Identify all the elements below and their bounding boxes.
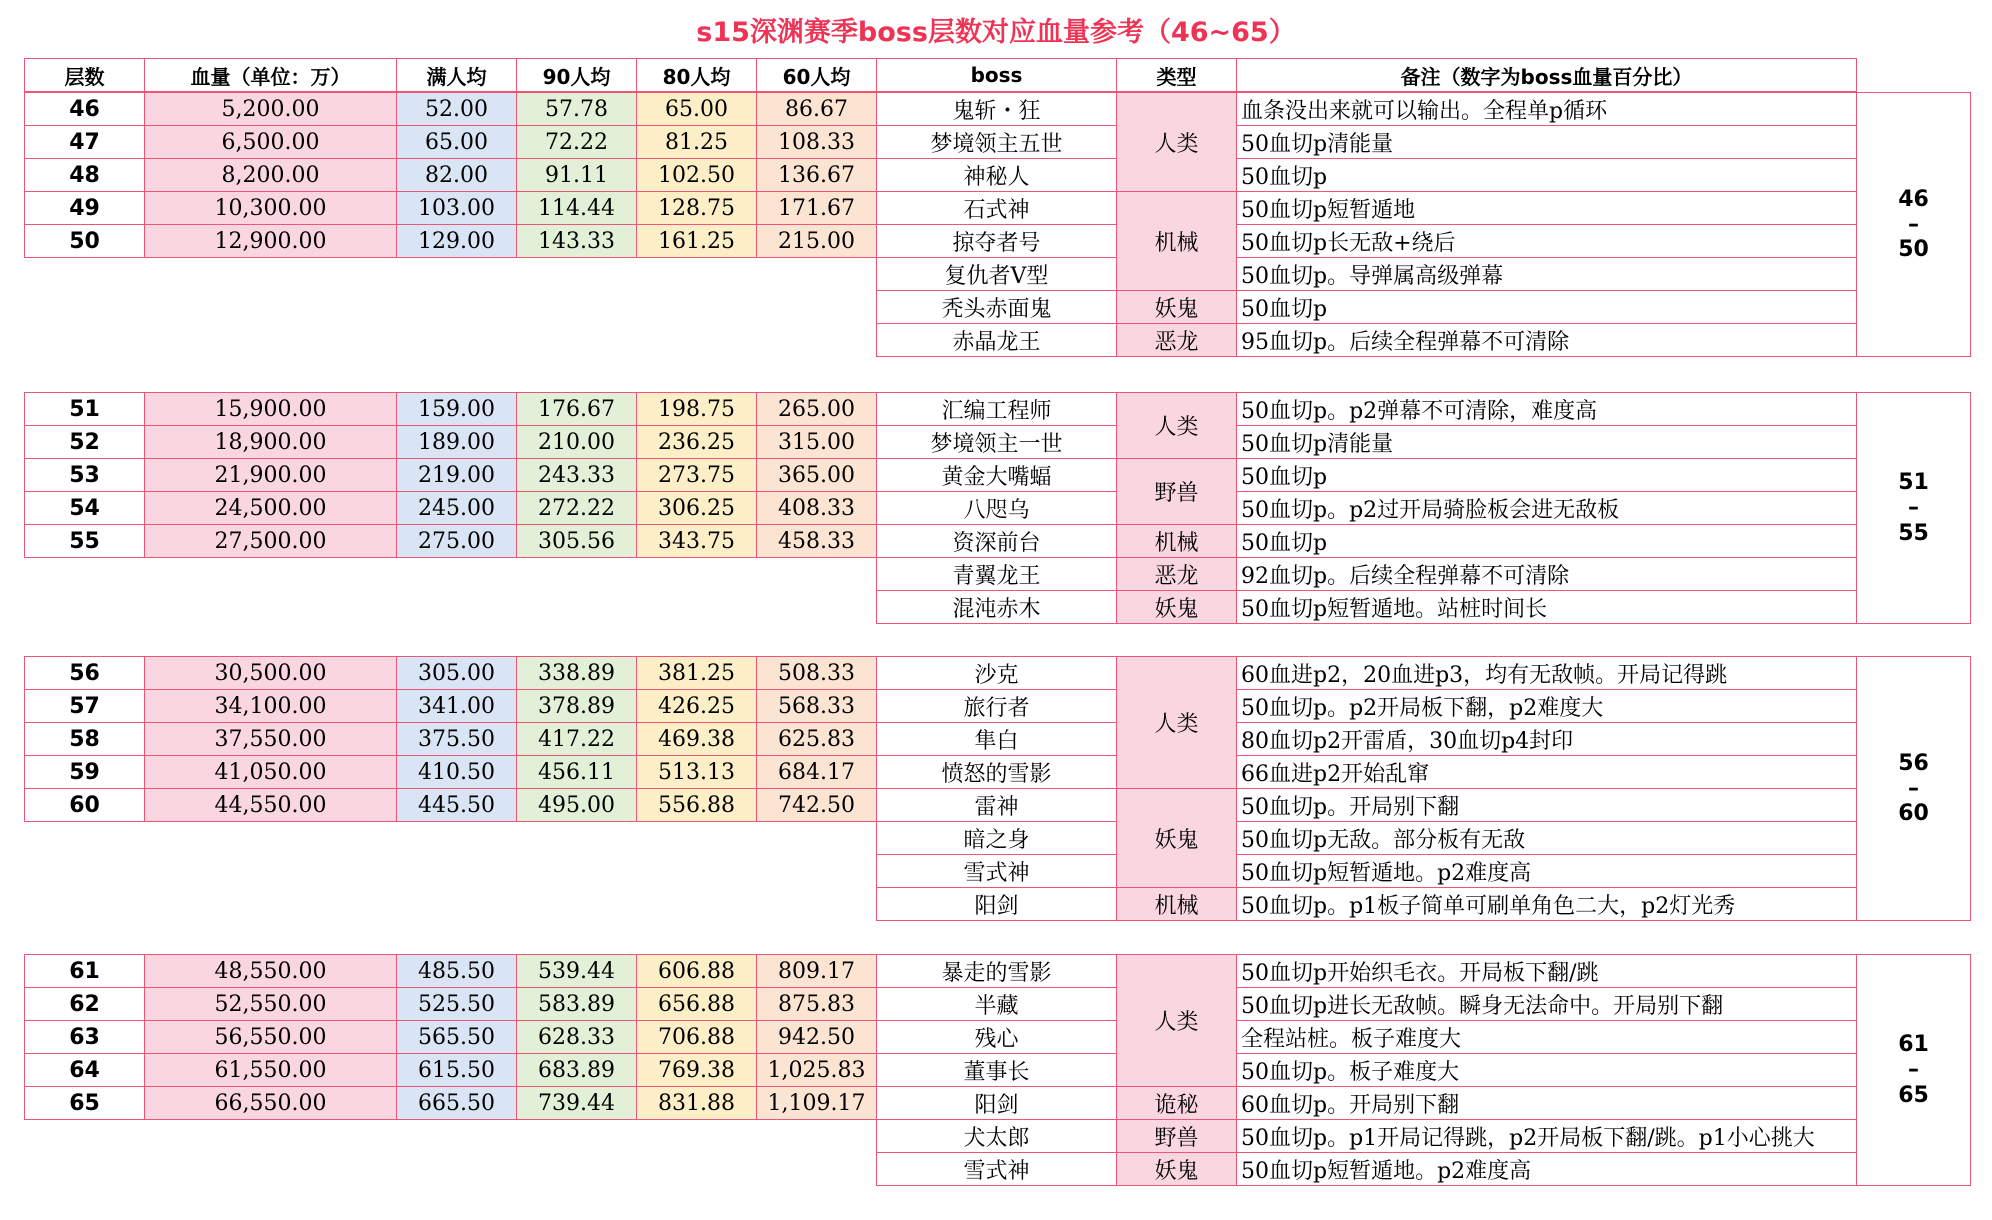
boss-type-cell: 野兽 <box>1117 1120 1237 1153</box>
group-table-3 <box>24 656 1971 921</box>
boss-name-cell: 沙克 <box>877 657 1117 690</box>
avg90-cell: 176.67 <box>517 393 637 426</box>
floor-range-part: – <box>1908 495 1919 521</box>
boss-name-cell: 赤晶龙王 <box>877 324 1117 357</box>
avg80-cell: 556.88 <box>637 789 757 822</box>
floor-range-cell <box>1857 657 1971 921</box>
full-avg-cell: 375.50 <box>397 723 517 756</box>
boss-type-cell: 妖鬼 <box>1117 789 1237 888</box>
empty-area <box>25 558 877 624</box>
hp-cell: 66,550.00 <box>145 1087 397 1120</box>
avg80-cell: 656.88 <box>637 988 757 1021</box>
hp-cell: 18,900.00 <box>145 426 397 459</box>
note-cell: 50血切p无敌。部分板有无敌 <box>1237 822 1857 855</box>
avg60-cell: 875.83 <box>757 988 877 1021</box>
boss-type-cell: 诡秘 <box>1117 1087 1237 1120</box>
boss-name-cell: 董事长 <box>877 1054 1117 1087</box>
avg90-cell: 683.89 <box>517 1054 637 1087</box>
table-row <box>25 393 1971 426</box>
table-row <box>25 1021 1971 1054</box>
floor-range-part: 65 <box>1898 1082 1929 1108</box>
floor-cell: 60 <box>25 789 145 822</box>
floor-range-part: 51 <box>1898 470 1929 496</box>
boss-type-cell: 机械 <box>1117 525 1237 558</box>
floor-cell: 53 <box>25 459 145 492</box>
floor-cell: 52 <box>25 426 145 459</box>
full-avg-cell: 103.00 <box>397 192 517 225</box>
empty-area <box>25 822 877 921</box>
page-title: s15深渊赛季boss层数对应血量参考（46~65） <box>696 17 1296 48</box>
note-cell: 50血切p。板子难度大 <box>1237 1054 1857 1087</box>
header-note: 备注（数字为boss血量百分比） <box>1237 59 1857 92</box>
note-cell: 60血切p。开局别下翻 <box>1237 1087 1857 1120</box>
boss-name-cell: 汇编工程师 <box>877 393 1117 426</box>
floor-cell: 57 <box>25 690 145 723</box>
avg60-cell: 742.50 <box>757 789 877 822</box>
hp-cell: 8,200.00 <box>145 159 397 192</box>
avg90-cell: 456.11 <box>517 756 637 789</box>
avg90-cell: 91.11 <box>517 159 637 192</box>
note-cell: 50血切p <box>1237 459 1857 492</box>
floor-range-part: 46 <box>1898 186 1929 212</box>
boss-type-cell: 恶龙 <box>1117 558 1237 591</box>
note-cell: 50血切p短暂遁地。p2难度高 <box>1237 1153 1857 1186</box>
boss-name-cell: 梦境领主五世 <box>877 126 1117 159</box>
avg60-cell: 684.17 <box>757 756 877 789</box>
note-cell: 95血切p。后续全程弹幕不可清除 <box>1237 324 1857 357</box>
table-row <box>25 657 1971 690</box>
note-cell: 50血切p。p2弹幕不可清除，难度高 <box>1237 393 1857 426</box>
note-cell: 全程站桩。板子难度大 <box>1237 1021 1857 1054</box>
avg90-cell: 417.22 <box>517 723 637 756</box>
table-row <box>25 988 1971 1021</box>
table-row <box>25 192 1971 225</box>
table-row <box>25 93 1971 126</box>
boss-type-cell: 恶龙 <box>1117 324 1237 357</box>
avg80-cell: 831.88 <box>637 1087 757 1120</box>
note-cell: 血条没出来就可以输出。全程单p循环 <box>1237 93 1857 126</box>
avg60-cell: 1,025.83 <box>757 1054 877 1087</box>
avg60-cell: 408.33 <box>757 492 877 525</box>
note-cell: 50血切p。p2开局板下翻，p2难度大 <box>1237 690 1857 723</box>
note-cell: 50血切p清能量 <box>1237 126 1857 159</box>
floor-cell: 62 <box>25 988 145 1021</box>
hp-cell: 61,550.00 <box>145 1054 397 1087</box>
full-avg-cell: 52.00 <box>397 93 517 126</box>
floor-cell: 50 <box>25 225 145 258</box>
table-row <box>25 1054 1971 1087</box>
floor-cell: 46 <box>25 93 145 126</box>
avg80-cell: 769.38 <box>637 1054 757 1087</box>
header-80: 80人均 <box>637 59 757 92</box>
floor-range-cell <box>1857 955 1971 1186</box>
floor-cell: 64 <box>25 1054 145 1087</box>
boss-name-cell: 旅行者 <box>877 690 1117 723</box>
empty-area <box>25 1120 877 1186</box>
full-avg-cell: 615.50 <box>397 1054 517 1087</box>
table-row <box>25 723 1971 756</box>
avg60-cell: 1,109.17 <box>757 1087 877 1120</box>
floor-range-part: 60 <box>1898 801 1929 827</box>
boss-name-cell: 暗之身 <box>877 822 1117 855</box>
boss-name-cell: 黄金大嘴蝠 <box>877 459 1117 492</box>
note-cell: 50血切p <box>1237 159 1857 192</box>
avg90-cell: 243.33 <box>517 459 637 492</box>
floor-cell: 48 <box>25 159 145 192</box>
floor-cell: 61 <box>25 955 145 988</box>
boss-name-cell: 梦境领主一世 <box>877 426 1117 459</box>
avg60-cell: 942.50 <box>757 1021 877 1054</box>
floor-cell: 47 <box>25 126 145 159</box>
note-cell: 50血切p。p1开局记得跳，p2开局板下翻/跳。p1小心挑大 <box>1237 1120 1857 1153</box>
full-avg-cell: 445.50 <box>397 789 517 822</box>
floor-range-part: – <box>1908 1057 1919 1083</box>
avg90-cell: 338.89 <box>517 657 637 690</box>
hp-cell: 56,550.00 <box>145 1021 397 1054</box>
hp-cell: 52,550.00 <box>145 988 397 1021</box>
header-floor: 层数 <box>25 59 145 92</box>
table-row <box>25 822 1971 855</box>
floor-range-cell <box>1857 393 1971 624</box>
header-range-blank <box>1857 59 1971 92</box>
header-60: 60人均 <box>757 59 877 92</box>
note-cell: 50血切p。导弹属高级弹幕 <box>1237 258 1857 291</box>
table-row <box>25 459 1971 492</box>
avg90-cell: 210.00 <box>517 426 637 459</box>
boss-type-cell: 机械 <box>1117 888 1237 921</box>
hp-cell: 27,500.00 <box>145 525 397 558</box>
boss-type-cell: 妖鬼 <box>1117 291 1237 324</box>
boss-name-cell: 八咫乌 <box>877 492 1117 525</box>
boss-name-cell: 鬼斩・狂 <box>877 93 1117 126</box>
header-full: 满人均 <box>397 59 517 92</box>
full-avg-cell: 82.00 <box>397 159 517 192</box>
floor-cell: 63 <box>25 1021 145 1054</box>
group-table-4 <box>24 954 1971 1186</box>
avg90-cell: 583.89 <box>517 988 637 1021</box>
hp-cell: 48,550.00 <box>145 955 397 988</box>
boss-type-cell: 人类 <box>1117 393 1237 459</box>
avg60-cell: 265.00 <box>757 393 877 426</box>
note-cell: 50血切p短暂遁地。站桩时间长 <box>1237 591 1857 624</box>
floor-range-part: 50 <box>1898 237 1929 263</box>
avg80-cell: 426.25 <box>637 690 757 723</box>
note-cell: 50血切p。p2过开局骑脸板会进无敌板 <box>1237 492 1857 525</box>
hp-cell: 30,500.00 <box>145 657 397 690</box>
full-avg-cell: 341.00 <box>397 690 517 723</box>
boss-name-cell: 神秘人 <box>877 159 1117 192</box>
avg80-cell: 381.25 <box>637 657 757 690</box>
boss-type-cell: 妖鬼 <box>1117 1153 1237 1186</box>
avg90-cell: 378.89 <box>517 690 637 723</box>
floor-range-part: – <box>1908 211 1919 237</box>
boss-type-cell: 人类 <box>1117 93 1237 192</box>
hp-cell: 21,900.00 <box>145 459 397 492</box>
avg80-cell: 706.88 <box>637 1021 757 1054</box>
table-row <box>25 1087 1971 1120</box>
note-cell: 50血切p进长无敌帧。瞬身无法命中。开局别下翻 <box>1237 988 1857 1021</box>
avg60-cell: 108.33 <box>757 126 877 159</box>
boss-name-cell: 半藏 <box>877 988 1117 1021</box>
note-cell: 66血进p2开始乱窜 <box>1237 756 1857 789</box>
hp-cell: 12,900.00 <box>145 225 397 258</box>
boss-name-cell: 犬太郎 <box>877 1120 1117 1153</box>
avg60-cell: 171.67 <box>757 192 877 225</box>
avg60-cell: 458.33 <box>757 525 877 558</box>
boss-name-cell: 愤怒的雪影 <box>877 756 1117 789</box>
full-avg-cell: 485.50 <box>397 955 517 988</box>
note-cell: 80血切p2开雷盾，30血切p4封印 <box>1237 723 1857 756</box>
avg80-cell: 469.38 <box>637 723 757 756</box>
avg80-cell: 343.75 <box>637 525 757 558</box>
hp-cell: 6,500.00 <box>145 126 397 159</box>
table-row <box>25 492 1971 525</box>
boss-name-cell: 复仇者V型 <box>877 258 1117 291</box>
table-row <box>25 789 1971 822</box>
floor-range-part: 55 <box>1898 520 1929 546</box>
note-cell: 50血切p开始织毛衣。开局板下翻/跳 <box>1237 955 1857 988</box>
full-avg-cell: 275.00 <box>397 525 517 558</box>
boss-name-cell: 秃头赤面鬼 <box>877 291 1117 324</box>
avg60-cell: 86.67 <box>757 93 877 126</box>
avg80-cell: 606.88 <box>637 955 757 988</box>
full-avg-cell: 65.00 <box>397 126 517 159</box>
header-boss: boss <box>877 59 1117 92</box>
avg90-cell: 495.00 <box>517 789 637 822</box>
floor-range-part: 56 <box>1898 750 1929 776</box>
avg60-cell: 625.83 <box>757 723 877 756</box>
boss-name-cell: 石式神 <box>877 192 1117 225</box>
avg90-cell: 72.22 <box>517 126 637 159</box>
note-cell: 50血切p清能量 <box>1237 426 1857 459</box>
table-row <box>25 558 1971 591</box>
hp-cell: 41,050.00 <box>145 756 397 789</box>
avg90-cell: 57.78 <box>517 93 637 126</box>
full-avg-cell: 189.00 <box>397 426 517 459</box>
full-avg-cell: 565.50 <box>397 1021 517 1054</box>
floor-cell: 59 <box>25 756 145 789</box>
floor-cell: 49 <box>25 192 145 225</box>
table-row <box>25 159 1971 192</box>
avg60-cell: 365.00 <box>757 459 877 492</box>
group-table-2 <box>24 392 1971 624</box>
group-table-1 <box>24 92 1971 357</box>
hp-cell: 15,900.00 <box>145 393 397 426</box>
table-row <box>25 955 1971 988</box>
full-avg-cell: 665.50 <box>397 1087 517 1120</box>
header-90: 90人均 <box>517 59 637 92</box>
avg90-cell: 539.44 <box>517 955 637 988</box>
boss-name-cell: 阳剑 <box>877 888 1117 921</box>
boss-name-cell: 青翼龙王 <box>877 558 1117 591</box>
avg60-cell: 508.33 <box>757 657 877 690</box>
table-row <box>25 126 1971 159</box>
boss-name-cell: 阳剑 <box>877 1087 1117 1120</box>
boss-type-cell: 人类 <box>1117 955 1237 1087</box>
avg90-cell: 114.44 <box>517 192 637 225</box>
avg60-cell: 315.00 <box>757 426 877 459</box>
note-cell: 50血切p短暂遁地 <box>1237 192 1857 225</box>
table-row <box>25 756 1971 789</box>
hp-cell: 37,550.00 <box>145 723 397 756</box>
avg80-cell: 102.50 <box>637 159 757 192</box>
floor-cell: 55 <box>25 525 145 558</box>
avg80-cell: 236.25 <box>637 426 757 459</box>
header-row-table <box>24 58 1971 92</box>
boss-name-cell: 掠夺者号 <box>877 225 1117 258</box>
empty-area <box>25 258 877 357</box>
avg90-cell: 305.56 <box>517 525 637 558</box>
floor-range-part: – <box>1908 775 1919 801</box>
note-cell: 50血切p <box>1237 291 1857 324</box>
floor-range-cell <box>1857 93 1971 357</box>
boss-name-cell: 混沌赤木 <box>877 591 1117 624</box>
avg60-cell: 809.17 <box>757 955 877 988</box>
table-row <box>25 1120 1971 1153</box>
note-cell: 50血切p。开局别下翻 <box>1237 789 1857 822</box>
full-avg-cell: 245.00 <box>397 492 517 525</box>
full-avg-cell: 525.50 <box>397 988 517 1021</box>
note-cell: 50血切p短暂遁地。p2难度高 <box>1237 855 1857 888</box>
boss-name-cell: 隼白 <box>877 723 1117 756</box>
full-avg-cell: 219.00 <box>397 459 517 492</box>
floor-cell: 65 <box>25 1087 145 1120</box>
note-cell: 50血切p。p1板子简单可刷单角色二大，p2灯光秀 <box>1237 888 1857 921</box>
avg90-cell: 628.33 <box>517 1021 637 1054</box>
floor-cell: 56 <box>25 657 145 690</box>
avg60-cell: 215.00 <box>757 225 877 258</box>
boss-name-cell: 雷神 <box>877 789 1117 822</box>
avg80-cell: 513.13 <box>637 756 757 789</box>
note-cell: 60血进p2，20血进p3，均有无敌帧。开局记得跳 <box>1237 657 1857 690</box>
note-cell: 50血切p长无敌+绕后 <box>1237 225 1857 258</box>
note-cell: 92血切p。后续全程弹幕不可清除 <box>1237 558 1857 591</box>
table-row <box>25 525 1971 558</box>
avg80-cell: 273.75 <box>637 459 757 492</box>
hp-cell: 44,550.00 <box>145 789 397 822</box>
hp-cell: 5,200.00 <box>145 93 397 126</box>
hp-cell: 34,100.00 <box>145 690 397 723</box>
boss-type-cell: 人类 <box>1117 657 1237 789</box>
avg80-cell: 306.25 <box>637 492 757 525</box>
avg60-cell: 136.67 <box>757 159 877 192</box>
table-row <box>25 225 1971 258</box>
full-avg-cell: 129.00 <box>397 225 517 258</box>
boss-type-cell: 野兽 <box>1117 459 1237 525</box>
boss-name-cell: 暴走的雪影 <box>877 955 1117 988</box>
header-type: 类型 <box>1117 59 1237 92</box>
table-row <box>25 258 1971 291</box>
boss-name-cell: 雪式神 <box>877 855 1117 888</box>
hp-cell: 24,500.00 <box>145 492 397 525</box>
avg90-cell: 739.44 <box>517 1087 637 1120</box>
boss-name-cell: 雪式神 <box>877 1153 1117 1186</box>
floor-range-part: 61 <box>1898 1032 1929 1058</box>
avg80-cell: 81.25 <box>637 126 757 159</box>
table-row <box>25 690 1971 723</box>
avg90-cell: 272.22 <box>517 492 637 525</box>
avg60-cell: 568.33 <box>757 690 877 723</box>
avg80-cell: 128.75 <box>637 192 757 225</box>
full-avg-cell: 410.50 <box>397 756 517 789</box>
hp-cell: 10,300.00 <box>145 192 397 225</box>
full-avg-cell: 159.00 <box>397 393 517 426</box>
header-row <box>25 59 1971 92</box>
floor-cell: 58 <box>25 723 145 756</box>
header-hp: 血量（单位：万） <box>145 59 397 92</box>
floor-cell: 54 <box>25 492 145 525</box>
avg80-cell: 198.75 <box>637 393 757 426</box>
boss-name-cell: 资深前台 <box>877 525 1117 558</box>
table-row <box>25 426 1971 459</box>
avg80-cell: 65.00 <box>637 93 757 126</box>
boss-type-cell: 机械 <box>1117 192 1237 291</box>
full-avg-cell: 305.00 <box>397 657 517 690</box>
avg90-cell: 143.33 <box>517 225 637 258</box>
boss-name-cell: 残心 <box>877 1021 1117 1054</box>
boss-type-cell: 妖鬼 <box>1117 591 1237 624</box>
note-cell: 50血切p <box>1237 525 1857 558</box>
avg80-cell: 161.25 <box>637 225 757 258</box>
floor-cell: 51 <box>25 393 145 426</box>
